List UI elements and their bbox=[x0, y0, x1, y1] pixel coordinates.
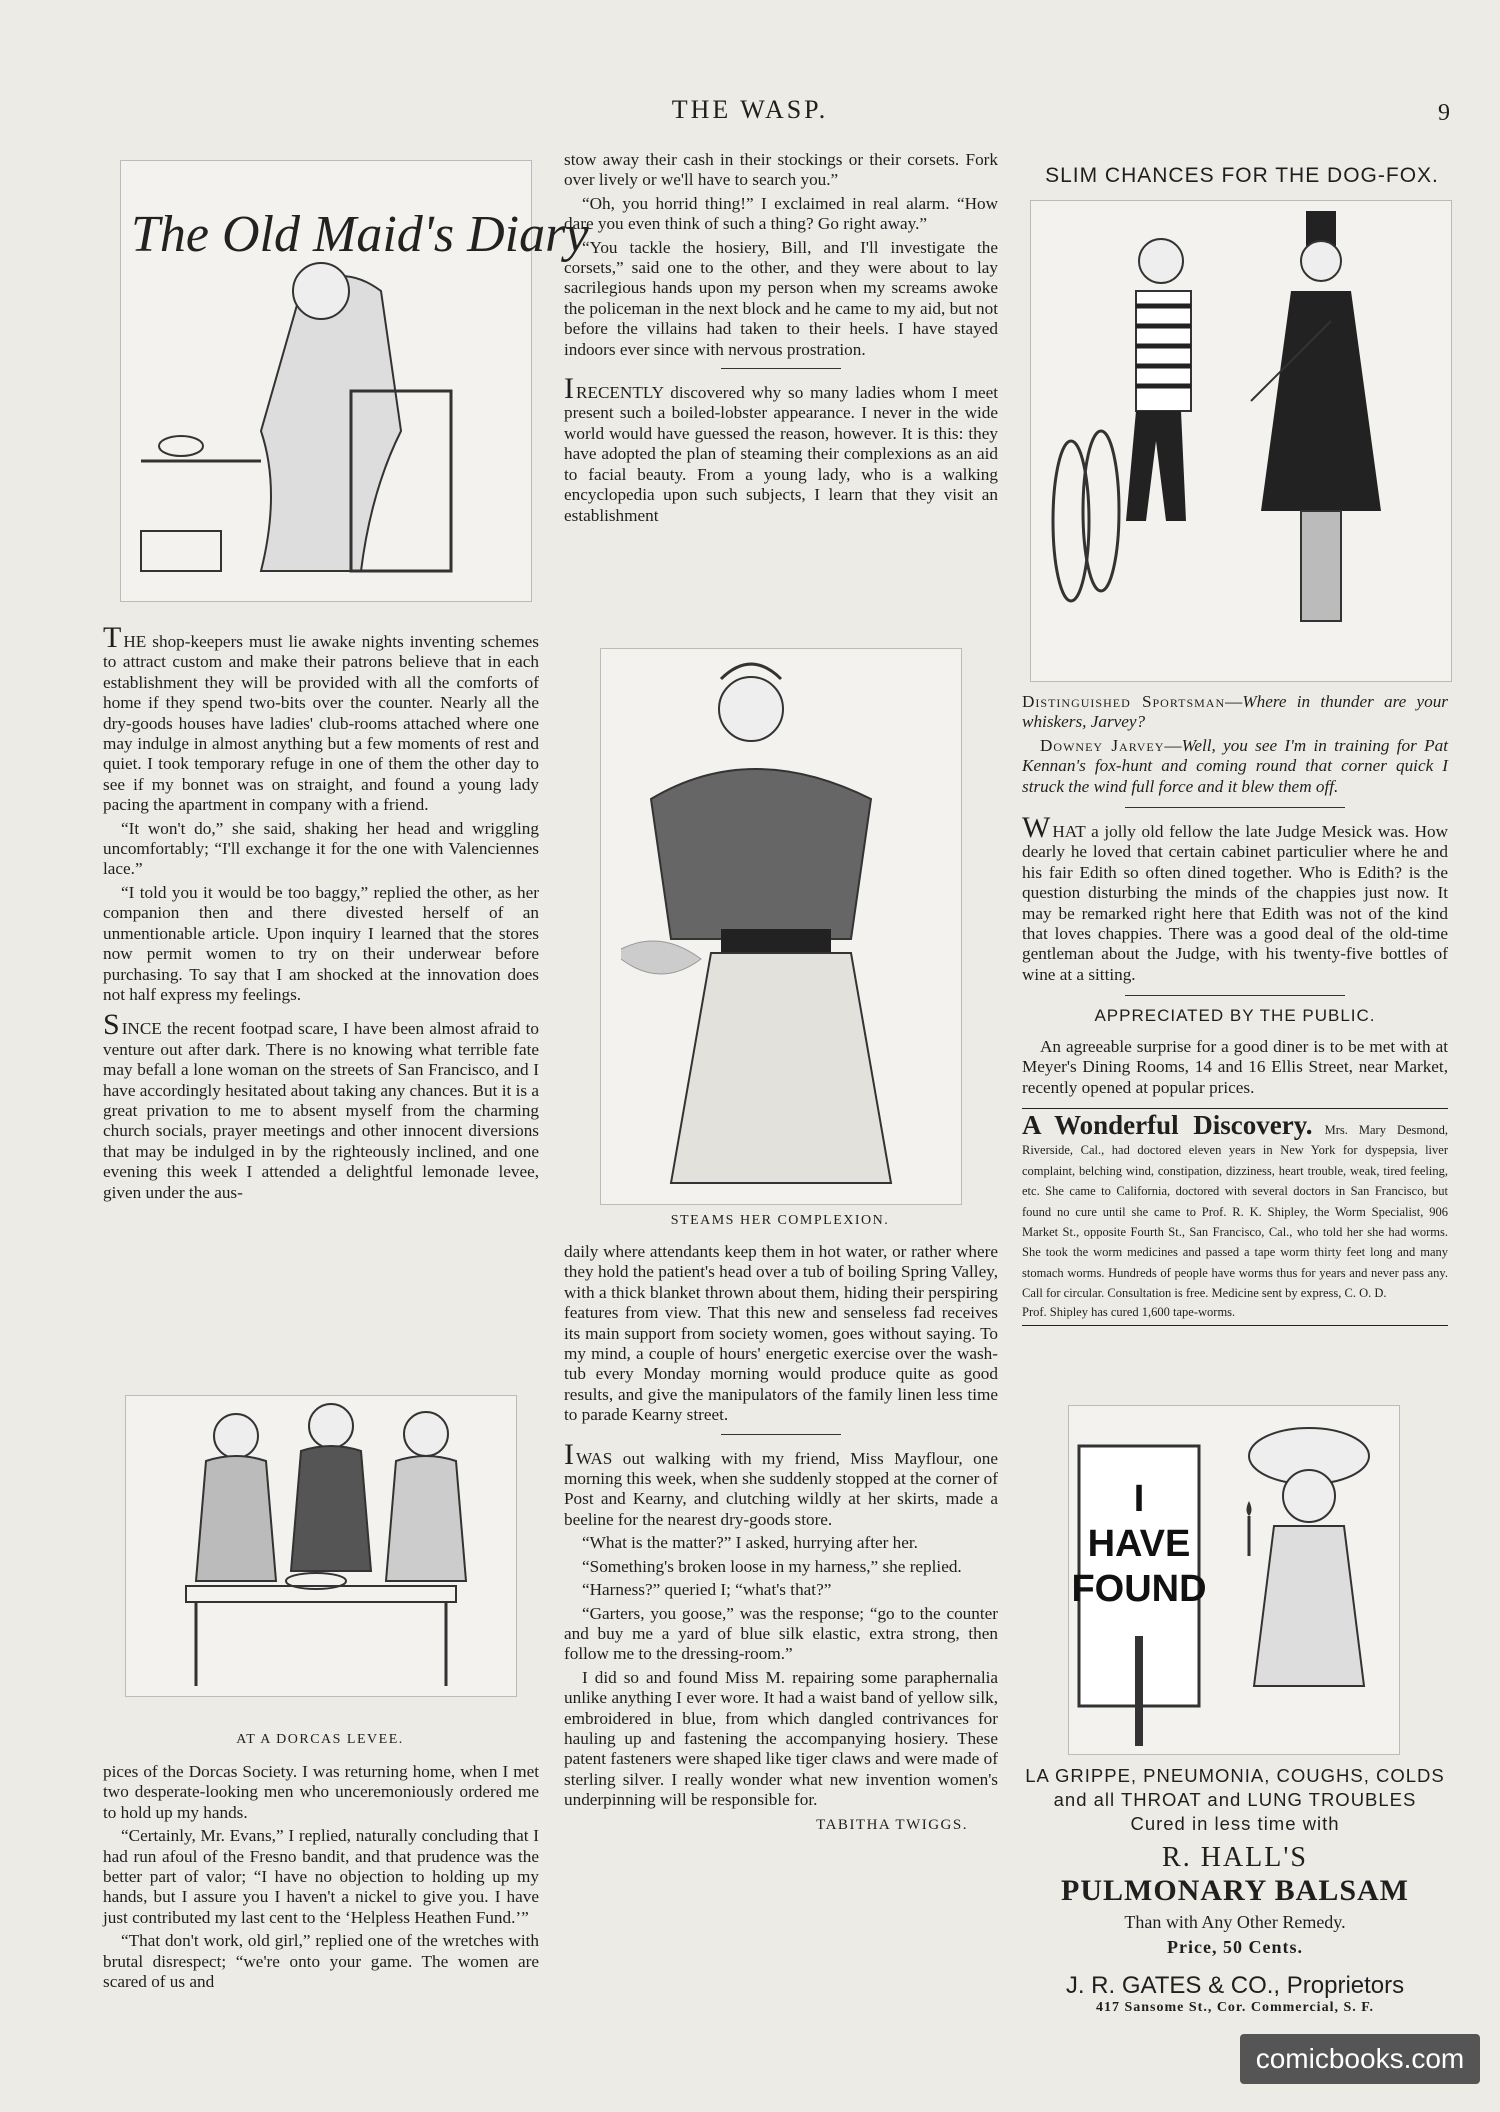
right-column-text bbox=[1022, 692, 1448, 1326]
page-number: 9 bbox=[1438, 100, 1450, 126]
speaker-name: Distinguished Sportsman bbox=[1022, 692, 1226, 711]
sign-line: HAVE bbox=[1087, 1523, 1191, 1565]
dorcas-drawing bbox=[126, 1396, 516, 1696]
sportsman-illustration bbox=[1030, 200, 1452, 682]
paragraph: I did so and found Miss M. repairing some paraphernalia unlike anything I ever wore. It had a waist band of yellow silk, embroidered in blue, from which dangled contrivances for hauling up and fastening the accompanying hosiery. These patent fasteners were shaped like tiger claws and were made of sterling silver. I really wonder what new invention women's underpinning will be responsible for. bbox=[564, 1667, 998, 1810]
drop-cap: S bbox=[103, 1008, 120, 1042]
old-maid-drawing bbox=[121, 161, 589, 601]
old-maid-diary-illustration bbox=[120, 160, 589, 602]
drop-cap: I bbox=[564, 372, 574, 406]
paragraph-text: WAS out walking with my friend, Miss Mayflour, one morning this week, when she suddenly stopped at the corner of Post and Kearny, and clutching wildly at her skirts, made a beeline for the nearest dry-goods store. bbox=[564, 1448, 998, 1529]
speaker-name: Downey Jarvey bbox=[1040, 735, 1165, 755]
middle-column-bottom bbox=[564, 1242, 998, 1835]
balsam-line: Cured in less time with bbox=[1130, 1813, 1340, 1834]
dog-fox-heading: SLIM CHANCES FOR THE DOG-FOX. bbox=[1045, 164, 1439, 187]
balsam-product: PULMONARY BALSAM bbox=[1061, 1874, 1409, 1907]
paragraph: “I told you it would be too baggy,” replied the other, as her companion then and there divested herself of an unmentionable article. Upon inquiry I learned that the stores now permit women to try on their underwear before purchasing. To say that I am shocked at the innovation does not half express my feelings. bbox=[103, 882, 539, 1004]
paragraph: “Certainly, Mr. Evans,” I replied, naturally concluding that I had run afoul of the Fresno bandit, and that prudence was the better part of valor; “I have no objection to holding up my hands, but I assure you I haven't a nickel to give you. I have just contributed my last cent to the ‘Helpless Heathen Fund.’” bbox=[103, 1826, 539, 1927]
drop-cap: T bbox=[103, 621, 122, 654]
paragraph bbox=[564, 372, 998, 526]
dialog-line: Downey Jarvey—Well, you see I'm in training for Pat Kennan's fox-hunt and coming round that corner quick I struck the wind full force and it blew them off. bbox=[1022, 735, 1448, 796]
paragraph: “Harness?” queried I; “what's that?” bbox=[582, 1580, 832, 1600]
dorcas-levee-illustration bbox=[125, 1395, 517, 1697]
paragraph bbox=[1022, 811, 1448, 985]
ad-body: Mrs. Mary Desmond, Riverside, Cal., had doctored eleven years in New York for dyspepsia, liver complaint, belching wind, constipation, dizziness, heart trouble, weak, tired feeling, etc. She came to California, doctored with several doctors in San Francisco, but found no cure until she came to Prof. R. K. Shipley, the Worm Specialist, 906 Market St., opposite Fourth St., San Francisco, Cal., who told her she had worms. She took the worm medicines and passed a tape worm thirty feet long and many stomach worms. Hundreds of people have worms thus for years and never pass any. Call for circular. Consultation is free. Medicine sent by express, C. O. D. bbox=[1022, 1122, 1448, 1301]
middle-column-top bbox=[564, 150, 998, 529]
balsam-line: and all THROAT and LUNG TROUBLES bbox=[1053, 1789, 1417, 1810]
page-header-title: THE WASP. bbox=[671, 95, 829, 124]
section-divider bbox=[1125, 995, 1345, 996]
paragraph-text: INCE the recent footpad scare, I have been almost afraid to venture out after dark. There is no knowing what terrible fate may befall a lone woman on the streets of San Francisco, and I have accordingly hesitated about taking any chances. But it is a great privation to me to absent myself from the charming church socials, prayer meetings and other innocent diversions that may be indulged in by the righteously inclined, and one evening this week I attended a delightful lemonade levee, given under the aus- bbox=[103, 1019, 539, 1202]
steams-drawing bbox=[601, 649, 961, 1204]
balsam-price: Price, 50 Cents. bbox=[1167, 1937, 1303, 1957]
paragraph-text: HAT a jolly old fellow the late Judge Mesick was. How dearly he loved that certain cabinet particulier where he and his fair Edith so often dined together. Who is Edith? is the question disturbing the minds of the chappies just now. It may be remarked right here that Edith was not of the kind that loves chappies. There was a good deal of the old-time gentleman about the Judge, with his twenty-five bottles of wine at a sitting. bbox=[1022, 822, 1448, 984]
site-watermark: comicbooks.com bbox=[1240, 2034, 1480, 2084]
paragraph bbox=[564, 1437, 998, 1531]
paragraph: “Oh, you horrid thing!” I exclaimed in real alarm. “How dare you even think of such a thing? Go right away.” bbox=[564, 193, 998, 234]
steams-caption: STEAMS HER COMPLEXION. bbox=[670, 1213, 890, 1228]
balsam-proprietors: J. R. GATES & CO., Proprietors bbox=[1065, 1972, 1405, 1999]
paragraph: “You tackle the hosiery, Bill, and I'll investigate the corsets,” said one to the other, and they were about to lay sacrilegious hands upon my person when my screams awoke the policeman in the next block and he came to my aid, but not before the villains had taken to their heels. I have stayed indoors ever since with nervous prostration. bbox=[564, 237, 998, 359]
author-signature: TABITHA TWIGGS. bbox=[816, 1816, 968, 1833]
i-have-found-illustration bbox=[1068, 1405, 1400, 1755]
wonderful-discovery-ad bbox=[1022, 1108, 1448, 1326]
steams-complexion-illustration bbox=[600, 648, 962, 1205]
sportsman-drawing bbox=[1031, 201, 1451, 681]
paragraph: daily where attendants keep them in hot water, or rather where they hold the patient's head over a tub of boiling Spring Valley, with a thick blanket thrown about them, hiding their perspiring features from view. That this new and senseless fad receives its main support from society women, goes without saying. To my mind, a couple of hours' energetic exercise over the wash-tub every Monday morning would produce quite as good results, and give the manipulators of the family linen less time to parade Kearny street. bbox=[564, 1242, 998, 1425]
paragraph: “What is the matter?” I asked, hurrying after her. bbox=[582, 1533, 918, 1553]
paragraph-text: HE shop-keepers must lie awake nights inventing schemes to attract custom and make their patrons believe that in each establishment they will be provided with all the comforts of home if they spend two-bits over the counter. Nearly all the dry-goods houses have ladies' club-rooms attached where one may indulge in almost anything but a few moments of rest and quiet. I took temporary refuge in one of them the other day to see if my bonnet was on straight, and found a young lady pacing the apartment in company with a friend. bbox=[103, 632, 539, 815]
old-maid-logo-text: The Old Maid's Diary bbox=[131, 206, 589, 263]
paragraph: “That don't work, old girl,” replied one of the wretches with brutal disrespect; “we're onto your game. The women are scared of us and bbox=[103, 1931, 539, 1992]
balsam-brand: R. HALL'S bbox=[1162, 1842, 1308, 1873]
section-divider bbox=[721, 1434, 841, 1435]
paragraph: “It won't do,” she said, shaking her head and wriggling uncomfortably; “I'll exchange it for the one with Valenciennes lace.” bbox=[103, 818, 539, 879]
i-have-found-drawing bbox=[1069, 1406, 1399, 1754]
balsam-tagline: Than with Any Other Remedy. bbox=[1124, 1912, 1346, 1932]
left-column-bottom bbox=[103, 1762, 539, 1995]
sign-line: FOUND bbox=[1071, 1568, 1207, 1610]
left-column-top bbox=[103, 621, 539, 1206]
drop-cap: W bbox=[1022, 811, 1051, 845]
section-divider bbox=[721, 368, 841, 369]
paragraph-text: RECENTLY discovered why so many ladies whom I meet present such a boiled-lobster appearance. I never in the wide world would have guessed the reason, however. It is this: they have adopted the plan of steaming their complexions as an aid to facial beauty. From a young lady, who is a walking encyclopedia upon such subjects, I learn that they visit an establishment bbox=[564, 383, 998, 525]
pulmonary-balsam-ad bbox=[1015, 1764, 1455, 2016]
appreciated-heading: APPRECIATED BY THE PUBLIC. bbox=[1094, 1006, 1376, 1026]
paragraph: stow away their cash in their stockings or their corsets. Fork over lively or we'll have to search you.” bbox=[564, 150, 998, 190]
paragraph bbox=[103, 621, 539, 816]
paragraph bbox=[103, 1008, 539, 1203]
paragraph: pices of the Dorcas Society. I was returning home, when I met two desperate-looking men who unceremoniously ordered me to hold up my hands. bbox=[103, 1762, 539, 1822]
ad-footer: Prof. Shipley has cured 1,600 tape-worms. bbox=[1022, 1304, 1236, 1319]
speaker-text: Where in thunder are your whiskers, Jarvey? bbox=[1022, 692, 1448, 732]
dorcas-caption: AT A DORCAS LEVEE. bbox=[236, 1732, 404, 1747]
paragraph: “Something's broken loose in my harness,” she replied. bbox=[582, 1556, 962, 1576]
balsam-address: 417 Sansome St., Cor. Commercial, S. F. bbox=[1095, 2000, 1375, 2015]
balsam-line: LA GRIPPE, PNEUMONIA, COUGHS, COLDS bbox=[1025, 1765, 1445, 1786]
paragraph: “Garters, you goose,” was the response; “go to the counter and buy me a yard of blue silk elastic, extra strong, then follow me to the dressing-room.” bbox=[564, 1603, 998, 1664]
section-divider bbox=[1125, 807, 1345, 808]
ad-title: A Wonderful Discovery. bbox=[1022, 1109, 1313, 1140]
paragraph: An agreeable surprise for a good diner is to be met with at Meyer's Dining Rooms, 14 and 16 Ellis Street, near Market, recently opened at popular prices. bbox=[1022, 1036, 1448, 1097]
dialog-line: Distinguished Sportsman—Where in thunder are your whiskers, Jarvey? bbox=[1022, 692, 1448, 732]
drop-cap: I bbox=[564, 1437, 574, 1471]
speaker-text: Well, you see I'm in training for Pat Kennan's fox-hunt and coming round that corner quick I struck the wind full force and it blew them off. bbox=[1022, 735, 1448, 796]
sign-line: I bbox=[1133, 1478, 1145, 1520]
